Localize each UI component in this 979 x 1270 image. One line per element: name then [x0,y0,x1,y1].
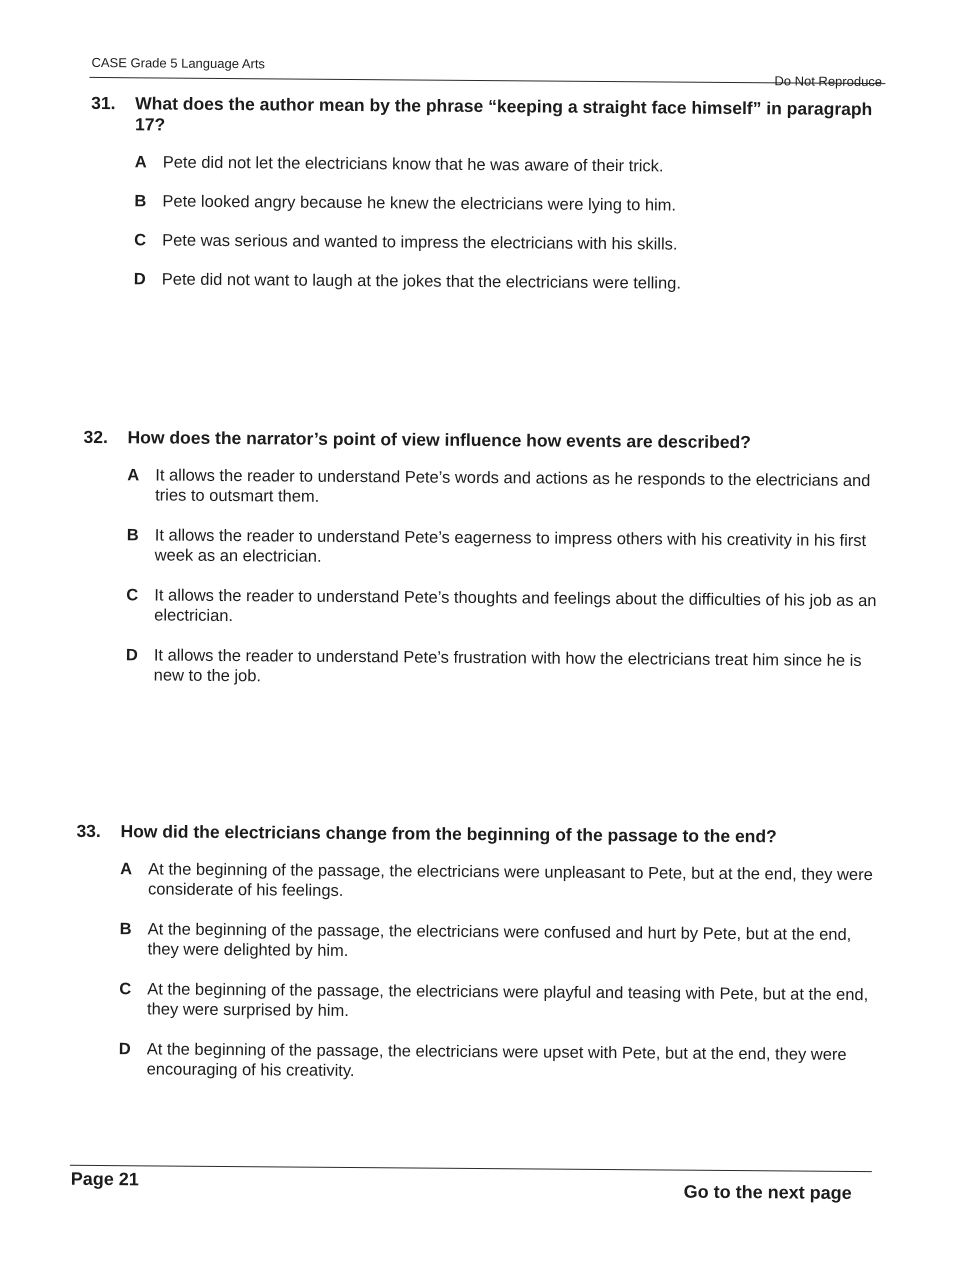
option-text: Pete did not want to laugh at the jokes that the electricians were telling. [161,270,682,293]
option-letter: C [134,231,147,250]
answer-option-a[interactable] [135,152,891,178]
option-text: It allows the reader to understand Pete’s eagerness to impress others with his creativity in his first week as an electrician. [154,526,867,566]
option-letter: D [133,270,146,289]
option-letter: A [120,860,133,879]
header-divider [89,77,885,84]
answer-option-d[interactable] [119,1039,875,1085]
option-text: Pete looked angry because he knew the electricians were lying to him. [162,192,677,215]
option-text: At the beginning of the passage, the electricians were confused and hurt by Pete, but at the end, they were delighted by him. [147,920,852,960]
option-text: Pete did not let the electricians know that he was aware of their trick. [162,153,664,176]
answer-option-c[interactable] [119,979,875,1025]
option-letter: B [134,192,147,211]
option-text: At the beginning of the passage, the electricians were upset with Pete, but at the end, they were encouraging of his creativity. [146,1040,847,1081]
question-number: 32. [83,426,108,448]
header-notice: Do Not Reproduce [774,73,883,90]
question-text: How does the narrator’s point of view influence how events are described? [127,427,751,453]
answer-option-c[interactable] [134,230,890,256]
option-letter: A [127,466,140,485]
answer-option-b[interactable] [134,191,890,217]
answer-option-b[interactable] [127,525,883,571]
answer-option-a[interactable] [127,465,883,511]
answer-options [134,152,891,295]
answer-options [126,465,884,691]
answer-option-d[interactable] [134,269,890,295]
question-32 [81,427,883,711]
option-text: At the beginning of the passage, the electricians were unpleasant to Pete, but at the end, they were considerate of his feelings. [147,860,873,900]
option-text: It allows the reader to understand Pete’s frustration with how the electricians treat him since he is new to the job. [153,646,862,686]
option-text: Pete was serious and wanted to impress the electricians with his skills. [162,231,678,254]
next-page-label: Go to the next page [683,1181,852,1203]
question-33 [74,821,876,1105]
footer-divider [70,1165,872,1172]
question-text: How did the electricians change from the beginning of the passage to the end? [120,821,777,847]
answer-option-b[interactable] [119,919,875,965]
question-stem [83,427,883,454]
option-text: It allows the reader to understand Pete’s words and actions as he responds to the electricians and tries to outsmart them. [155,466,871,506]
answer-option-a[interactable] [120,859,876,905]
answer-option-d[interactable] [126,645,882,691]
question-number: 31. [91,92,116,114]
option-letter: B [126,526,139,545]
option-letter: D [125,646,138,665]
option-letter: C [119,980,132,999]
answer-option-c[interactable] [126,585,882,631]
option-letter: A [134,153,147,172]
page-number: Page 21 [70,1168,139,1190]
question-stem [76,821,876,848]
question-stem [91,93,891,141]
option-letter: C [126,586,139,605]
header-title: CASE Grade 5 Language Arts [91,54,266,72]
option-text: It allows the reader to understand Pete’s thoughts and feelings about the difficulties of his job as an electrician. [154,586,877,626]
answer-options [119,859,877,1085]
question-text: What does the author mean by the phrase “keeping a straight face himself” in paragraph 17? [134,93,873,135]
option-letter: D [118,1040,131,1059]
question-31 [90,93,892,314]
option-text: At the beginning of the passage, the electricians were playful and teasing with Pete, but at the end, they were surprised by him. [147,980,869,1020]
question-number: 33. [76,820,101,842]
option-letter: B [119,920,132,939]
